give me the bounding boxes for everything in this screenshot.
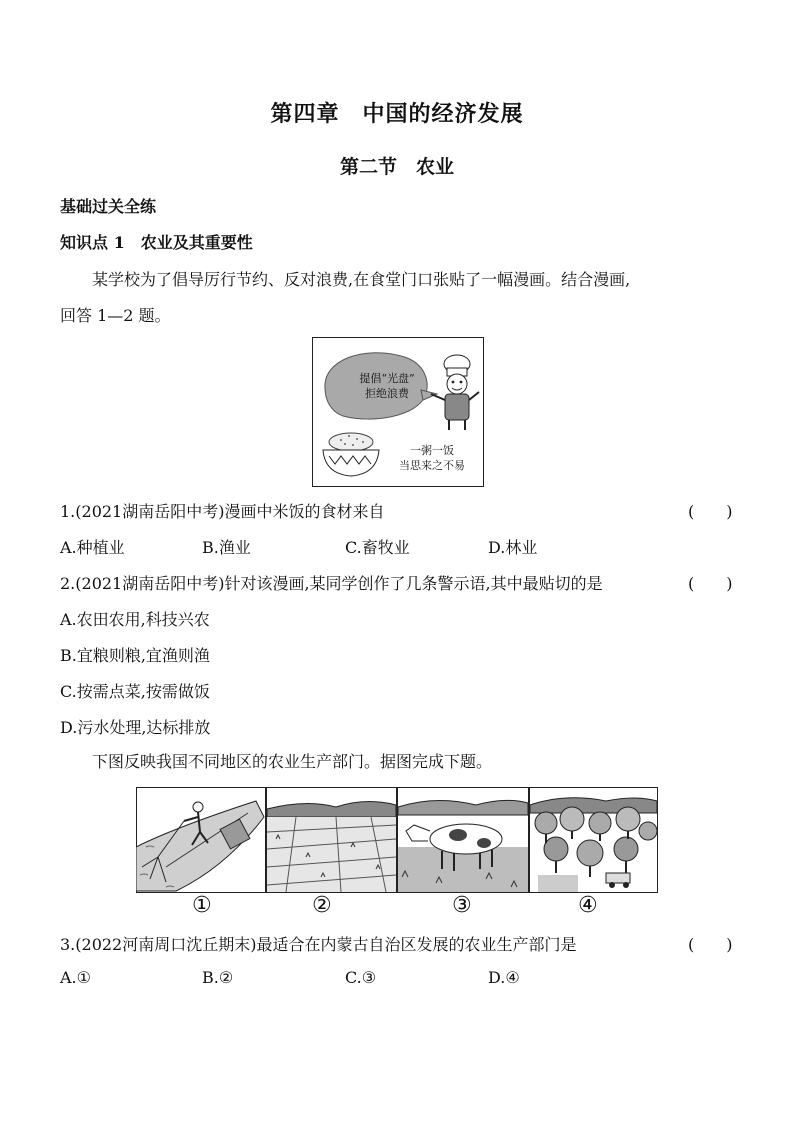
question-1-answer-bracket[interactable]: ( ) (688, 502, 733, 521)
figure-label-2: ② (312, 893, 332, 918)
bubble-line-1: 提倡“光盘” (359, 372, 415, 385)
question-1-option-b[interactable]: B.渔业 (202, 538, 251, 557)
section-title: 第二节 农业 (339, 156, 454, 178)
figure-label-4: ④ (578, 893, 598, 918)
agriculture-panels (136, 787, 658, 893)
figure-intro: 下图反映我国不同地区的农业生产部门。据图完成下题。 (92, 752, 493, 771)
figure-label-3: ③ (452, 893, 472, 918)
intro-line-2: 回答 1—2 题。 (60, 306, 171, 325)
agriculture-figure (136, 787, 658, 893)
panel-forestry-image (530, 788, 658, 893)
panel-livestock-image (398, 788, 529, 893)
question-2-option-a[interactable]: A.农田农用,科技兴农 (60, 610, 210, 629)
panel-farming-image (267, 788, 397, 893)
question-2-stem: 2.(2021湖南岳阳中考)针对该漫画,某同学创作了几条警示语,其中最贴切的是 (60, 574, 603, 593)
question-3-answer-bracket[interactable]: ( ) (688, 935, 733, 954)
caption-line-2: 当思来之不易 (399, 459, 465, 472)
figure-label-1: ① (192, 893, 212, 918)
question-1-option-a[interactable]: A.种植业 (60, 538, 125, 557)
question-2-option-d[interactable]: D.污水处理,达标排放 (60, 718, 211, 737)
question-1-option-d[interactable]: D.林业 (488, 538, 538, 557)
intro-line-1: 某学校为了倡导厉行节约、反对浪费,在食堂门口张贴了一幅漫画。结合漫画, (92, 270, 631, 289)
question-2-answer-bracket[interactable]: ( ) (688, 574, 733, 593)
question-1-option-c[interactable]: C.畜牧业 (345, 538, 410, 557)
panel-fishery-image (136, 788, 266, 893)
cartoon-figure (312, 337, 484, 487)
question-3-option-d[interactable]: D.④ (488, 968, 520, 987)
question-3-option-b[interactable]: B.② (202, 968, 234, 987)
question-3-stem: 3.(2022河南周口沈丘期末)最适合在内蒙古自治区发展的农业生产部门是 (60, 935, 577, 954)
bubble-line-2: 拒绝浪费 (365, 387, 409, 400)
subsection-heading: 基础过关全练 (60, 197, 157, 216)
question-2-option-b[interactable]: B.宜粮则粮,宜渔则渔 (60, 646, 210, 665)
knowledge-point-heading: 知识点 1 农业及其重要性 (60, 233, 253, 252)
question-3-option-a[interactable]: A.① (60, 968, 91, 987)
question-3-option-c[interactable]: C.③ (345, 968, 377, 987)
caption-line-1: 一粥一饭 (410, 444, 454, 457)
caption-text (387, 443, 477, 473)
chapter-title: 第四章 中国的经济发展 (270, 102, 524, 127)
bubble-text (345, 371, 429, 401)
question-2-option-c[interactable]: C.按需点菜,按需做饭 (60, 682, 210, 701)
question-1-stem: 1.(2021湖南岳阳中考)漫画中米饭的食材来自 (60, 502, 385, 521)
